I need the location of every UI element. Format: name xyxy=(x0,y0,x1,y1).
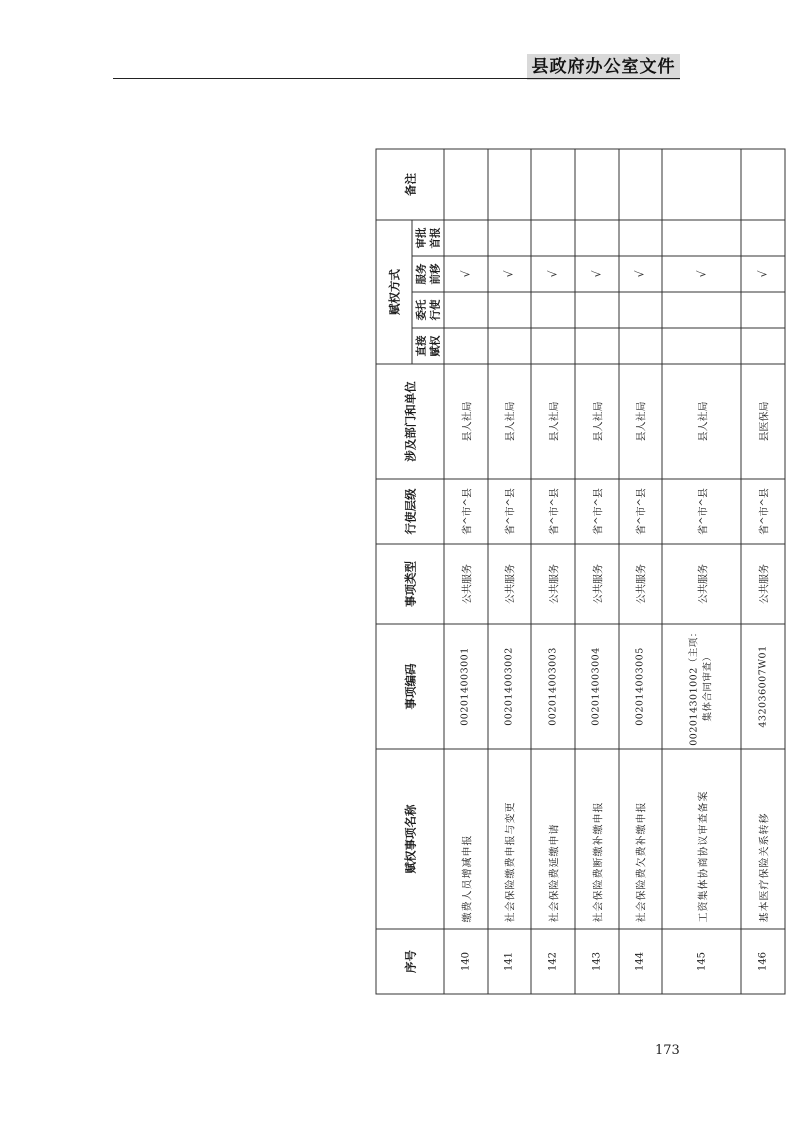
header-method-direct: 直接赋权 xyxy=(412,328,444,364)
cell-remark xyxy=(488,149,532,220)
cell-service-check: √ xyxy=(575,256,619,292)
cell-dept: 县人社局 xyxy=(531,364,575,479)
header-code: 事项编码 xyxy=(376,624,444,749)
table-row xyxy=(488,149,532,994)
header-method-group: 赋权方式 xyxy=(376,220,412,364)
cell-level: 省^市^县 xyxy=(662,479,741,544)
cell-seq: 144 xyxy=(619,929,663,994)
cell-name: 社会保险缴费申报与变更 xyxy=(488,749,532,929)
cell-approve xyxy=(531,220,575,256)
cell-level: 省^市^县 xyxy=(488,479,532,544)
cell-direct xyxy=(488,328,532,364)
cell-entrust xyxy=(444,292,488,328)
table-row xyxy=(619,149,663,994)
cell-service-check: √ xyxy=(444,256,488,292)
cell-remark xyxy=(575,149,619,220)
cell-remark xyxy=(741,149,785,220)
cell-dept: 县人社局 xyxy=(575,364,619,479)
header-rule xyxy=(113,78,680,79)
header-remark: 备注 xyxy=(376,149,444,220)
cell-approve xyxy=(444,220,488,256)
cell-code: 002014003001 xyxy=(444,624,488,749)
cell-approve xyxy=(488,220,532,256)
cell-approve xyxy=(741,220,785,256)
cell-seq: 146 xyxy=(741,929,785,994)
cell-approve xyxy=(575,220,619,256)
header-dept: 涉及部门和单位 xyxy=(376,364,444,479)
cell-dept: 县人社局 xyxy=(662,364,741,479)
cell-service-check: √ xyxy=(741,256,785,292)
cell-remark xyxy=(444,149,488,220)
header-seq: 序号 xyxy=(376,929,444,994)
cell-dept: 县人社局 xyxy=(488,364,532,479)
cell-code: 002014301002（主项：集体合同审查） xyxy=(662,624,741,749)
cell-seq: 141 xyxy=(488,929,532,994)
cell-direct xyxy=(531,328,575,364)
cell-direct xyxy=(575,328,619,364)
cell-approve xyxy=(662,220,741,256)
cell-code: 002014003005 xyxy=(619,624,663,749)
cell-type: 公共服务 xyxy=(662,544,741,624)
cell-entrust xyxy=(662,292,741,328)
cell-code: 002014003004 xyxy=(575,624,619,749)
cell-seq: 143 xyxy=(575,929,619,994)
cell-type: 公共服务 xyxy=(575,544,619,624)
cell-type: 公共服务 xyxy=(444,544,488,624)
cell-dept: 县人社局 xyxy=(619,364,663,479)
cell-type: 公共服务 xyxy=(531,544,575,624)
page-number: 173 xyxy=(655,1043,680,1058)
cell-remark xyxy=(619,149,663,220)
cell-name: 工资集体协商协议审查备案 xyxy=(662,749,741,929)
cell-name: 社会保险费延缴申请 xyxy=(531,749,575,929)
table-row xyxy=(575,149,619,994)
cell-approve xyxy=(619,220,663,256)
cell-service-check: √ xyxy=(531,256,575,292)
cell-entrust xyxy=(575,292,619,328)
table-row xyxy=(741,149,785,994)
cell-seq: 140 xyxy=(444,929,488,994)
cell-type: 公共服务 xyxy=(741,544,785,624)
cell-level: 省^市^县 xyxy=(444,479,488,544)
cell-direct xyxy=(662,328,741,364)
cell-dept: 县人社局 xyxy=(444,364,488,479)
cell-code: 432036007W01 xyxy=(741,624,785,749)
cell-remark xyxy=(531,149,575,220)
cell-name: 社会保险费断缴补缴申报 xyxy=(575,749,619,929)
cell-direct xyxy=(444,328,488,364)
cell-name: 社会保险费欠费补缴申报 xyxy=(619,749,663,929)
cell-seq: 142 xyxy=(531,929,575,994)
cell-type: 公共服务 xyxy=(488,544,532,624)
cell-name: 基本医疗保险关系转移 xyxy=(741,749,785,929)
cell-service-check: √ xyxy=(488,256,532,292)
empowerment-items-table xyxy=(376,149,786,995)
cell-code: 002014003003 xyxy=(531,624,575,749)
cell-remark xyxy=(662,149,741,220)
cell-level: 省^市^县 xyxy=(531,479,575,544)
header-method-approve: 审批首报 xyxy=(412,220,444,256)
cell-direct xyxy=(741,328,785,364)
table-row xyxy=(444,149,488,994)
cell-type: 公共服务 xyxy=(619,544,663,624)
cell-seq: 145 xyxy=(662,929,741,994)
header-level: 行使层级 xyxy=(376,479,444,544)
header-type: 事项类型 xyxy=(376,544,444,624)
cell-dept: 县医保局 xyxy=(741,364,785,479)
table-row xyxy=(531,149,575,994)
header-method-entrust: 委托行使 xyxy=(412,292,444,328)
cell-level: 省^市^县 xyxy=(619,479,663,544)
cell-level: 省^市^县 xyxy=(741,479,785,544)
cell-name: 缴费人员增减申报 xyxy=(444,749,488,929)
cell-direct xyxy=(619,328,663,364)
header-method-service: 服务前移 xyxy=(412,256,444,292)
document-header-tag: 县政府办公室文件 xyxy=(527,54,680,80)
table-row xyxy=(662,149,741,994)
cell-entrust xyxy=(488,292,532,328)
rotated-table-container xyxy=(376,150,786,995)
cell-entrust xyxy=(531,292,575,328)
cell-entrust xyxy=(741,292,785,328)
cell-service-check: √ xyxy=(619,256,663,292)
cell-level: 省^市^县 xyxy=(575,479,619,544)
header-name: 赋权事项名称 xyxy=(376,749,444,929)
cell-entrust xyxy=(619,292,663,328)
cell-code: 002014003002 xyxy=(488,624,532,749)
cell-service-check: √ xyxy=(662,256,741,292)
